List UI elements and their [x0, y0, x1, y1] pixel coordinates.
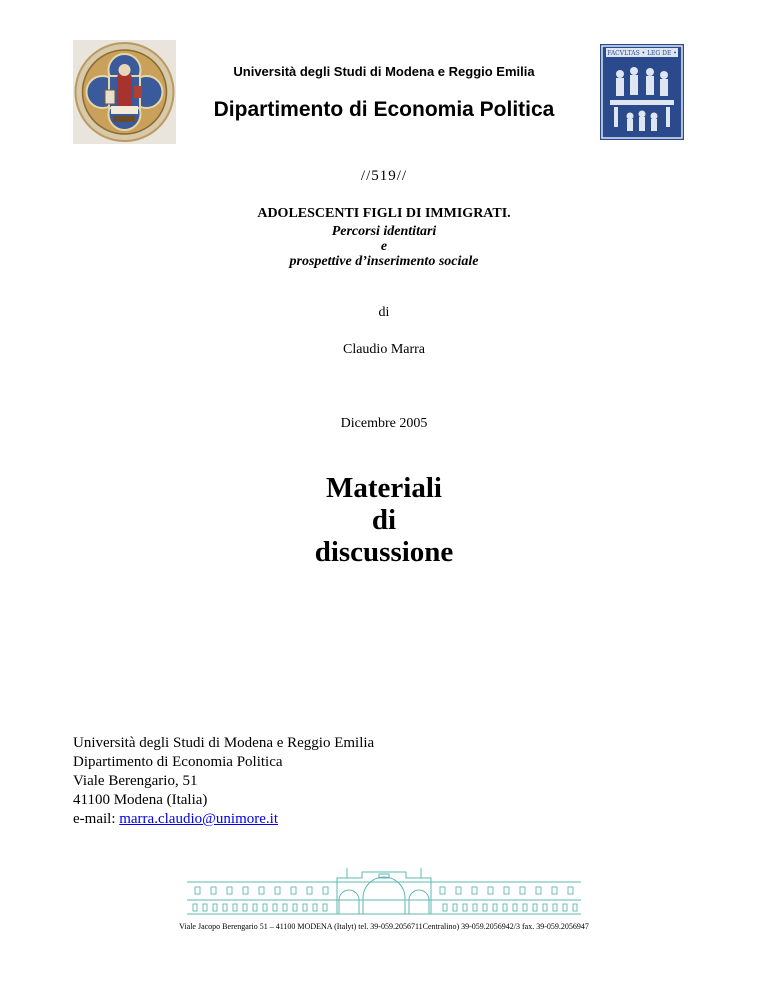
paper-number: //519//: [360, 168, 408, 184]
publication-date: Dicembre 2005: [340, 416, 428, 431]
address-street: Viale Berengario, 51: [73, 773, 198, 789]
address-block: [73, 734, 374, 829]
building-facade-icon: [187, 868, 581, 918]
historical-woodcut-icon: [600, 44, 684, 140]
woodcut-banner-text: FACVLTAS • LEG DE •: [607, 50, 677, 57]
series-title: [0, 472, 768, 568]
address-department: Dipartimento di Economia Politica: [73, 754, 283, 770]
email-label: e-mail:: [73, 811, 120, 827]
paper-title: ADOLESCENTI FIGLI DI IMMIGRATI.: [257, 206, 511, 221]
series-title-line-1: Materiali: [326, 472, 442, 504]
by-label: di: [378, 305, 390, 320]
address-city: 41100 Modena (Italia): [73, 792, 208, 808]
series-title-line-2: di: [371, 504, 397, 536]
paper-subtitle-line-3: prospettive d’inserimento sociale: [289, 254, 479, 269]
university-seal-icon: [73, 40, 176, 144]
email-link[interactable]: marra.claudio@unimore.it: [119, 811, 278, 827]
series-title-line-3: discussione: [314, 536, 454, 568]
paper-subtitle-line-2: e: [380, 239, 388, 254]
address-university: Università degli Studi di Modena e Reggio Emilia: [73, 735, 375, 751]
department-name: Dipartimento di Economia Politica: [213, 98, 555, 121]
author-name: Claudio Marra: [342, 342, 426, 357]
address-email-row: [73, 810, 374, 829]
university-name: Università degli Studi di Modena e Reggio Emilia: [233, 64, 535, 79]
paper-subtitle-line-1: Percorsi identitari: [331, 224, 437, 239]
footer-contact-line: Viale Jacopo Berengario 51 – 41100 MODENA (Italyt) tel. 39-059.2056711Centralino) 39-059.2056942/3 fax. 39-059.2056947: [179, 922, 589, 931]
